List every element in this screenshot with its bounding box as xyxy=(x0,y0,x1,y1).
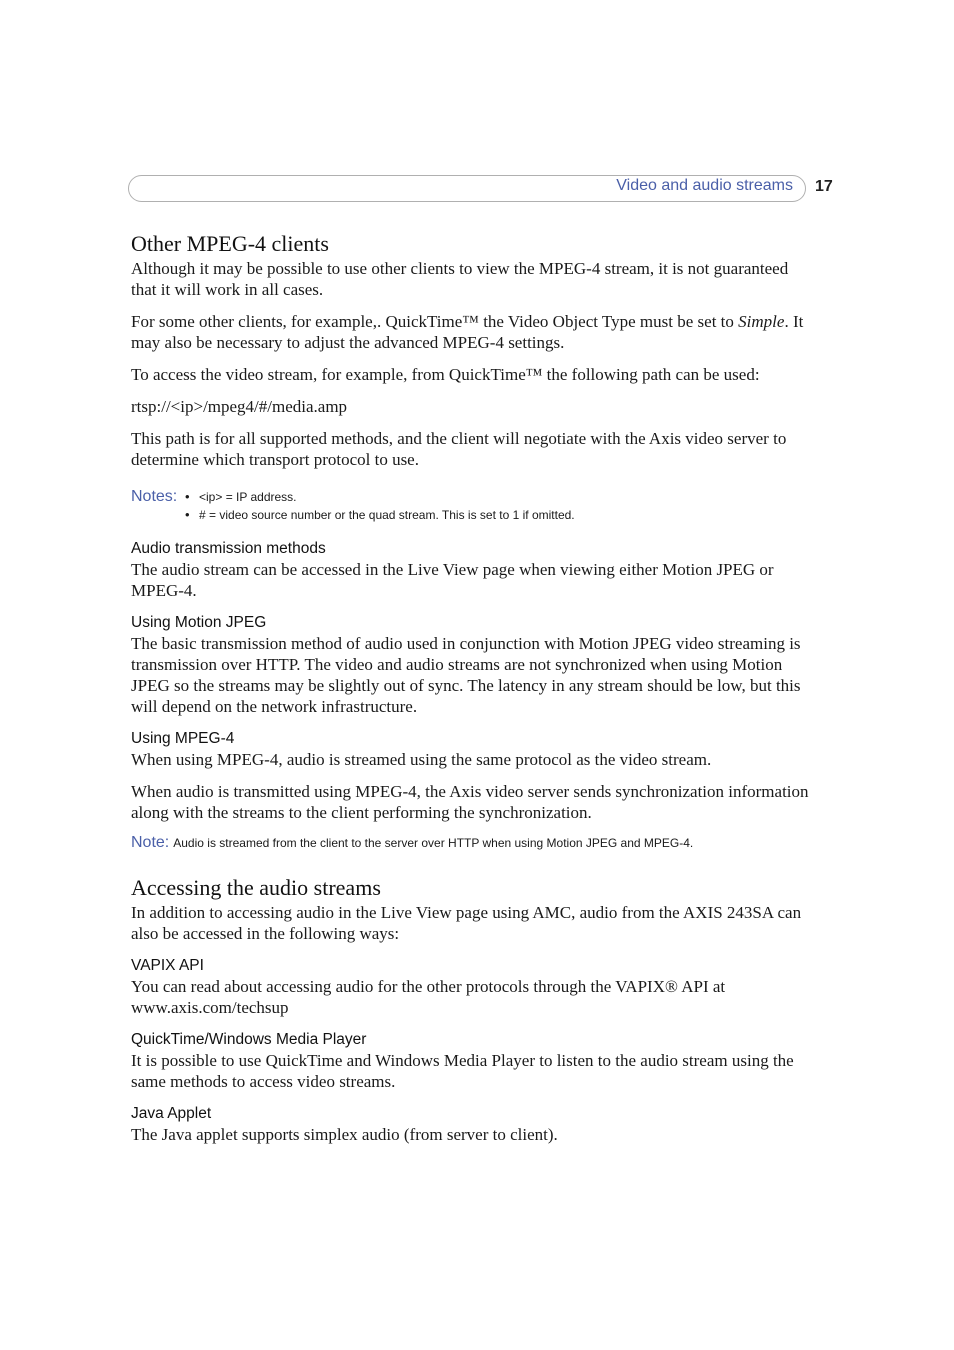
section-title-accessing-audio: Accessing the audio streams xyxy=(131,875,381,900)
paragraph: When using MPEG-4, audio is streamed using the same protocol as the video stream. xyxy=(131,750,712,769)
notes-block xyxy=(131,488,811,524)
note-item: • # = video source number or the quad stream. This is set to 1 if omitted. xyxy=(185,506,575,524)
paragraph xyxy=(131,311,811,353)
note-text: Audio is streamed from the client to the server over HTTP when using Motion JPEG and MPEG-4. xyxy=(173,836,694,850)
note-item: • <ip> = IP address. xyxy=(185,488,575,506)
subsection-title-motion-jpeg: Using Motion JPEG xyxy=(131,614,267,631)
paragraph: Although it may be possible to use other clients to view the MPEG-4 stream, it is not guaranteed that it will work in all cases. xyxy=(131,259,789,299)
emphasis-text: Simple xyxy=(738,312,785,331)
notes-label: Notes: xyxy=(131,488,178,505)
header-section-title: Video and audio streams xyxy=(616,177,793,194)
paragraph: To access the video stream, for example, from QuickTime™ the following path can be used: xyxy=(131,365,760,384)
note-block xyxy=(131,834,811,852)
paragraph: In addition to accessing audio in the Live View page using AMC, audio from the AXIS 243SA can also be accessed in the following ways: xyxy=(131,903,802,943)
subsection-title-audio-transmission: Audio transmission methods xyxy=(131,540,326,557)
paragraph: This path is for all supported methods, and the client will negotiate with the Axis video server to determine which transport protocol to use. xyxy=(131,429,787,469)
paragraph: It is possible to use QuickTime and Windows Media Player to listen to the audio stream using the same methods to access video streams. xyxy=(131,1051,794,1091)
paragraph-text: . It may also be necessary to adjust the advanced MPEG-4 settings. xyxy=(131,312,804,352)
subsection-title-using-mpeg4: Using MPEG-4 xyxy=(131,730,235,747)
paragraph: The Java applet supports simplex audio (from server to client). xyxy=(131,1125,558,1144)
paragraph: You can read about accessing audio for the other protocols through the VAPIX® API at www.axis.com/techsup xyxy=(131,977,726,1017)
paragraph: When audio is transmitted using MPEG-4, the Axis video server sends synchronization information along with the streams to the client performing the synchronization. xyxy=(131,782,809,822)
note-label: Note: xyxy=(131,834,170,851)
notes-list xyxy=(185,488,575,524)
paragraph-text: For some other clients, for example,. QuickTime™ the Video Object Type must be set to xyxy=(131,312,739,331)
subsection-title-quicktime-wmp: QuickTime/Windows Media Player xyxy=(131,1031,367,1048)
subsection-title-java-applet: Java Applet xyxy=(131,1105,212,1122)
rtsp-path: rtsp://<ip>/mpeg4/#/media.amp xyxy=(131,397,348,416)
paragraph: The audio stream can be accessed in the Live View page when viewing either Motion JPEG or MPEG-4. xyxy=(131,560,774,600)
running-header xyxy=(128,175,806,202)
paragraph: The basic transmission method of audio used in conjunction with Motion JPEG video streaming is transmission over HTTP. The video and audio streams are not synchronized when using Motion JPEG so the streams may be slightly out of sync. The latency in any stream should be low, but this will depend on the network infrastructure. xyxy=(131,634,801,716)
section-title-mpeg4-clients: Other MPEG-4 clients xyxy=(131,231,329,256)
subsection-title-vapix-api: VAPIX API xyxy=(131,957,204,974)
page-content xyxy=(131,230,811,1156)
page-number: 17 xyxy=(815,178,833,195)
